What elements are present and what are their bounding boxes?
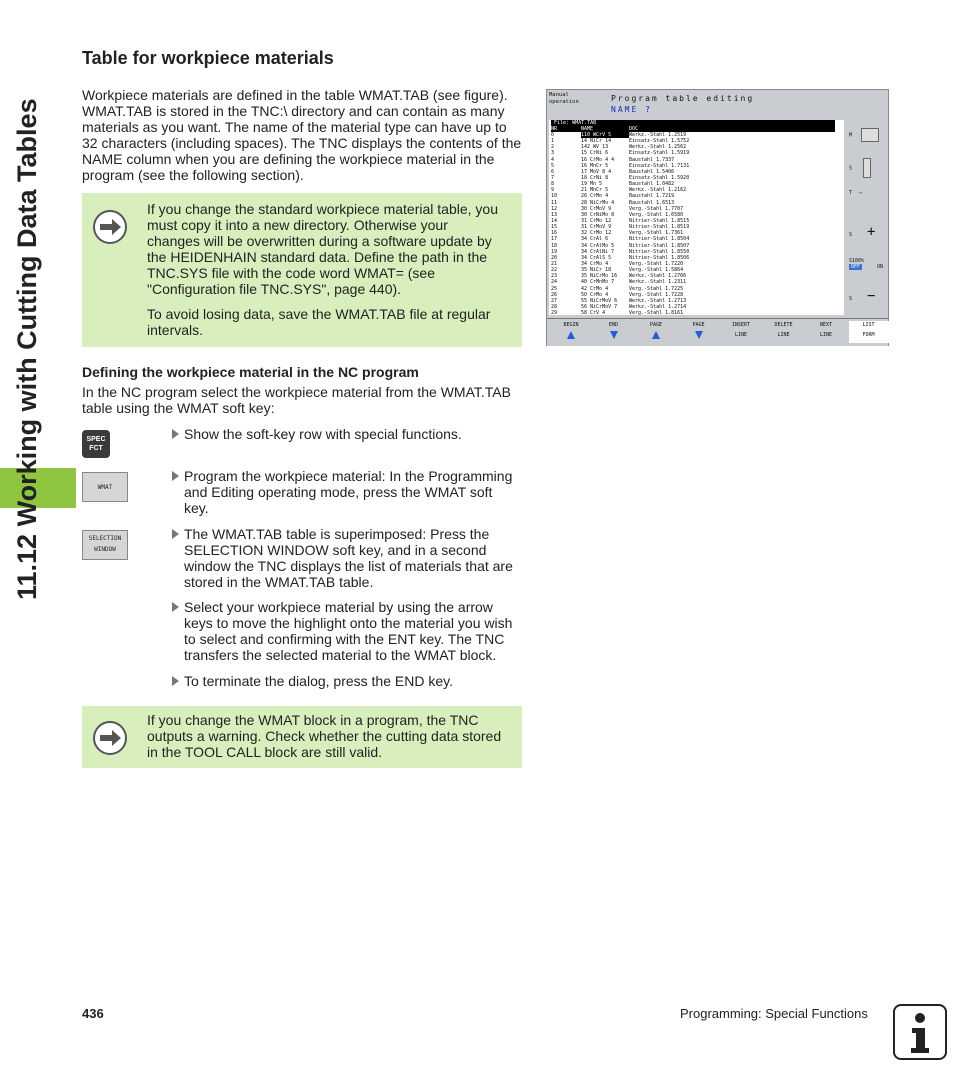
row-name: 34 CrAlMo 5: [581, 242, 615, 249]
row-name: 15 CrNi 6: [581, 150, 609, 157]
file-name: File: WMAT.TAB: [554, 120, 597, 126]
row-doc: Nitrier-Stahl 1.8506: [629, 254, 690, 261]
softkey-label: INSERT: [731, 322, 751, 328]
key-label: FCT: [89, 445, 103, 452]
intro-line: program (see the following section).: [82, 167, 304, 183]
row-doc: Einsatz-Stahl 1.5752: [629, 138, 690, 145]
softkey-label: LINE: [734, 332, 748, 338]
note-line: To avoid losing data, save the WMAT.TAB file at regular: [147, 306, 491, 322]
softkey-label: BEGIN: [563, 322, 579, 328]
intro-line: Workpiece materials are defined in the table WMAT.TAB (see figure).: [82, 87, 508, 103]
intro-line: NAME column when you are defining the workpiece material in the: [82, 151, 495, 167]
wmat-softkey[interactable]: [82, 472, 128, 502]
arrow-down-icon: [695, 331, 703, 339]
row-doc: Baustahl 1.5406: [629, 168, 675, 175]
step-line: To terminate the dialog, press the END key.: [184, 673, 453, 689]
status-side-panel: [846, 120, 886, 316]
step-item: [172, 468, 524, 516]
row-doc: Nitrier-Stahl 1.8519: [629, 224, 690, 231]
row-name: 21 MnCr 5: [581, 187, 609, 194]
key-label: SPEC: [86, 436, 106, 443]
arrow-up-icon: [567, 331, 575, 339]
row-doc: Werkz.-Stahl 1.2311: [629, 279, 687, 286]
softkey-label: DELETE: [774, 322, 793, 328]
table-rows: [551, 132, 841, 315]
step-line: to select and confirming with the ENT key. The TNC: [184, 631, 505, 647]
row-doc: Nitrier-Stahl 1.8515: [629, 217, 690, 224]
footer-section: Programming: Special Functions: [680, 1006, 868, 1021]
row-name: 110 WCrV 5: [581, 132, 629, 138]
selection-window-softkey[interactable]: [82, 530, 128, 560]
softkey-label: WMAT: [97, 484, 113, 491]
s-plus-icon: S +: [849, 224, 876, 240]
step-line: SELECTION WINDOW soft key, and in a second: [184, 542, 487, 558]
row-doc: Nitrier-Stahl 1.8507: [629, 242, 690, 249]
step-item: [172, 599, 524, 663]
program-header: [607, 91, 885, 117]
arrow-up-icon: [652, 331, 660, 339]
table-row[interactable]: [551, 310, 841, 315]
row-nr: 27: [551, 297, 558, 304]
note-line: the HEIDENHAIN standard data. Define the path in the: [147, 249, 488, 265]
row-doc: Verg.-Stahl 1.7707: [629, 205, 684, 212]
softkey-label: PAGE: [649, 322, 663, 328]
step-line: The WMAT.TAB table is superimposed: Press the: [184, 526, 490, 542]
bullet-triangle-icon: [172, 529, 179, 539]
row-doc: Verg.-Stahl 1.7220: [629, 260, 684, 267]
row-doc: Verg.-Stahl 1.7361: [629, 230, 684, 237]
note-line: in the TOOL CALL block are still valid.: [147, 744, 382, 760]
row-doc: Einsatz-Stahl 1.5920: [629, 174, 690, 181]
row-nr: 8: [551, 181, 555, 188]
note-line: If you change the standard workpiece material table, you: [147, 201, 498, 217]
row-doc: Verg.-Stahl 1.5864: [629, 267, 684, 274]
step-line: window the TNC displays the list of materials that are: [184, 558, 513, 574]
arrow-right-icon: [92, 209, 128, 245]
mode-line: Manual: [549, 92, 569, 98]
screen-softkey[interactable]: [679, 321, 719, 343]
program-title: Program table editing: [611, 94, 755, 103]
row-doc: Verg.-Stahl 1.7228: [629, 291, 684, 298]
row-nr: 7: [551, 174, 555, 181]
step-line: keys to move the highlight onto the material you wish: [184, 615, 513, 631]
row-doc: Werkz.-Stahl 1.2162: [629, 187, 687, 194]
row-name: 55 NiCrMoV 6: [581, 297, 618, 304]
softkey-label: LINE: [819, 332, 833, 338]
row-name: 35 NiCrMo 16: [581, 273, 618, 280]
row-doc: Baustahl 1.7337: [629, 156, 675, 163]
arrow-down-icon: [610, 331, 618, 339]
note-line: If you change the WMAT block in a program, the TNC: [147, 712, 479, 728]
warning-note-box: [82, 706, 522, 768]
row-name: 32 CrMo 12: [581, 230, 612, 237]
operating-mode-label: [549, 92, 605, 116]
row-name: 16 CrMo 4 4: [581, 156, 615, 163]
row-nr: 20: [551, 254, 558, 261]
row-name: 30 CrMoV 9: [581, 205, 612, 212]
row-nr: 11: [551, 199, 558, 206]
info-icon: [893, 1004, 947, 1060]
row-doc: Einsatz-Stahl 1.5919: [629, 150, 690, 157]
sub-intro-line: In the NC program select the workpiece material from the WMAT.TAB: [82, 384, 511, 400]
row-name: 26 CrMo 4: [581, 193, 609, 200]
row-doc: Baustahl 1.0482: [629, 181, 675, 188]
bullet-triangle-icon: [172, 471, 179, 481]
row-name: 34 CrMo 4: [581, 260, 609, 267]
screen-softkey[interactable]: [721, 321, 761, 343]
screen-softkey[interactable]: [551, 321, 591, 343]
row-nr: 2: [551, 144, 555, 151]
on-toggle[interactable]: ON: [877, 264, 884, 270]
intro-line: WMAT.TAB is stored in the TNC:\ directory and can contain as many: [82, 103, 505, 119]
note-line: intervals.: [147, 322, 204, 338]
note-line: TNC.SYS file with the code word WMAT= (see: [147, 265, 435, 281]
row-name: 34 CrAlS 5: [581, 254, 612, 261]
row-doc: Verg.-Stahl 1.6580: [629, 211, 684, 218]
row-nr: 23: [551, 273, 558, 280]
row-doc: Werkz.-Stahl 1.2713: [629, 297, 687, 304]
row-nr: 15: [551, 224, 558, 231]
softkey-label: FORM: [862, 332, 875, 338]
step-line: and Editing operating mode, press the WMAT soft: [184, 484, 493, 500]
row-doc: Werkz.-Stahl 1.2714: [629, 303, 687, 310]
row-name: 142 WV 13: [581, 144, 609, 151]
row-name: 30 CrNiMo 8: [581, 211, 615, 218]
step-line: Show the soft-key row with special functions.: [184, 426, 462, 442]
step-line: stored in the WMAT.TAB table.: [184, 574, 374, 590]
row-name: 50 CrMo 4: [581, 291, 609, 298]
row-doc: Baustahl 1.7219: [629, 193, 675, 200]
note-line: changes will be overwritten during a software update by: [147, 233, 492, 249]
softkey-bar: [547, 318, 888, 346]
spindle-override: [849, 258, 885, 270]
step-line: key.: [184, 500, 209, 516]
row-name: 31 CrMoV 9: [581, 224, 612, 231]
mode-m-icon: M: [849, 128, 885, 142]
row-nr: 26: [551, 291, 558, 298]
row-nr: 17: [551, 236, 558, 243]
row-doc: Verg.-Stahl 1.8161: [629, 310, 684, 315]
mode-t-icon: T ↔: [849, 190, 863, 196]
page-number: 436: [82, 1006, 104, 1021]
row-nr: 3: [551, 150, 555, 157]
row-name: 19 Mn 5: [581, 181, 603, 188]
row-doc: Verg.-Stahl 1.7225: [629, 285, 684, 292]
row-name: 31 CrMo 12: [581, 217, 612, 224]
softkey-label: END: [608, 322, 619, 328]
col-nr: NR: [551, 126, 558, 132]
row-nr: 4: [551, 156, 555, 163]
row-nr: 14: [551, 217, 558, 224]
note-line: outputs a warning. Check whether the cutting data stored: [147, 728, 502, 744]
row-name: 58 CrV 4: [581, 310, 606, 315]
bullet-triangle-icon: [172, 602, 179, 612]
col-doc: DOC: [629, 126, 639, 132]
row-nr: 12: [551, 205, 558, 212]
intro-line: materials as you want. The name of the material type can have up to: [82, 119, 507, 135]
row-nr: 5: [551, 162, 555, 169]
subsection-heading: Defining the workpiece material in the NC program: [82, 364, 419, 380]
intro-line: 32 characters (including spaces). The TNC displays the contents of the: [82, 135, 522, 151]
softkey-label: LINE: [777, 332, 790, 338]
row-doc: Einsatz-Stahl 1.7131: [629, 162, 690, 169]
row-nr: 24: [551, 279, 558, 286]
row-name: 16 MnCr 5: [581, 162, 609, 169]
row-doc: Nitrier-Stahl 1.8504: [629, 236, 690, 243]
material-table: [549, 120, 844, 315]
screen-softkey[interactable]: [849, 321, 889, 343]
program-prompt: NAME ?: [611, 105, 652, 114]
row-name: 14 NiCr 14: [581, 138, 612, 145]
section-heading: Table for workpiece materials: [82, 48, 334, 68]
row-doc: Werkz.-Stahl 1.2766: [629, 273, 687, 280]
screen-softkey[interactable]: [594, 321, 634, 343]
bullet-triangle-icon: [172, 429, 179, 439]
row-nr: 19: [551, 248, 558, 255]
row-name: 56 NiCrMoV 7: [581, 303, 618, 310]
row-name: 35 NiCr 18: [581, 267, 612, 274]
row-nr: 29: [551, 310, 558, 315]
row-name: 18 CrNi 8: [581, 174, 609, 181]
softkey-label: SELECTION: [88, 535, 122, 542]
row-nr: 25: [551, 285, 558, 292]
col-name: NAME: [581, 126, 594, 132]
row-nr: 22: [551, 267, 558, 274]
row-nr: 10: [551, 193, 558, 200]
step-item: [172, 426, 524, 442]
row-nr: 9: [551, 187, 555, 194]
step-line: Select your workpiece material by using the arrow: [184, 599, 493, 615]
mode-line: operation: [549, 99, 579, 105]
chapter-side-title: 11.12 Working with Cutting Data Tables: [12, 98, 42, 600]
s-minus-icon: S −: [849, 288, 876, 304]
sub-intro-line: table using the WMAT soft key:: [82, 400, 275, 416]
step-line: Program the workpiece material: In the Programming: [184, 468, 513, 484]
row-doc: Werkz.-Stahl 1.2519: [629, 132, 687, 138]
row-name: 34 CrAlNi 7: [581, 248, 615, 255]
spindle-override-value: S100%: [849, 258, 865, 264]
row-name: 40 CrMnMo 7: [581, 279, 615, 286]
row-nr: 21: [551, 260, 558, 267]
row-doc: Nitrier-Stahl 1.8550: [629, 248, 690, 255]
row-nr: 13: [551, 211, 558, 218]
row-doc: Baustahl 1.6513: [629, 199, 675, 206]
row-name: 42 CrMo 4: [581, 285, 609, 292]
softkey-label: WINDOW: [94, 546, 116, 553]
row-nr: 18: [551, 242, 558, 249]
screen-softkey[interactable]: [636, 321, 676, 343]
step-item: [172, 526, 524, 590]
screen-softkey[interactable]: [764, 321, 804, 343]
softkey-label: NEXT: [819, 322, 833, 328]
step-line: transfers the selected material to the WMAT block.: [184, 647, 497, 663]
note-line: must copy it into a new directory. Otherwise your: [147, 217, 448, 233]
screen-softkey[interactable]: [806, 321, 846, 343]
off-toggle[interactable]: OFF: [851, 264, 861, 270]
spec-fct-key[interactable]: [82, 430, 110, 458]
note-box: [82, 193, 522, 347]
row-nr: 0: [551, 132, 555, 138]
row-nr: 6: [551, 168, 555, 175]
row-doc: Werkz.-Stahl 1.2562: [629, 144, 687, 151]
row-name: 28 NiCrMo 4: [581, 199, 615, 206]
row-name: 17 MoV 8 4: [581, 168, 612, 175]
row-nr: 16: [551, 230, 558, 237]
note-line: "Configuration file TNC.SYS", page 440).: [147, 281, 402, 297]
tnc-screen-figure: [546, 89, 889, 346]
softkey-label: LIST: [862, 322, 875, 328]
bullet-triangle-icon: [172, 676, 179, 686]
step-item: [172, 673, 524, 689]
mode-s-icon: S: [849, 158, 885, 178]
softkey-label: PAGE: [692, 322, 705, 328]
row-name: 34 CrAl 6: [581, 236, 609, 243]
arrow-right-icon: [92, 720, 128, 756]
row-nr: 28: [551, 303, 558, 310]
row-nr: 1: [551, 138, 555, 145]
